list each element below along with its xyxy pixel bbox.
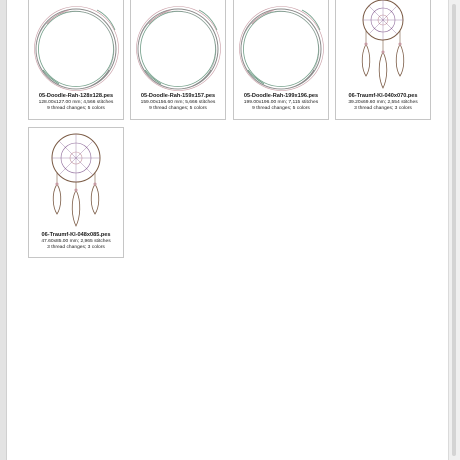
file-dimensions: 128.00x127.00 mm; 4,566 stitches [38, 100, 114, 105]
file-tile[interactable] [28, 127, 124, 258]
dreamcatcher-icon [29, 128, 123, 228]
vertical-scrollbar[interactable] [448, 0, 460, 460]
scrollbar-thumb[interactable] [452, 4, 456, 456]
file-dimensions: 47.60x85.00 mm; 2,965 stitches [41, 239, 111, 244]
file-dimensions: 39.20x69.60 mm; 2,554 stitches [348, 100, 418, 105]
file-tile[interactable] [28, 0, 124, 120]
circle-frame-icon [131, 0, 225, 94]
file-name: 05-Doodle-Rah-199x196.pes [243, 93, 319, 99]
file-name: 05-Doodle-Rah-159x157.pes [140, 93, 216, 99]
file-tile[interactable] [335, 0, 431, 120]
file-name: 05-Doodle-Rah-128x128.pes [38, 93, 114, 99]
file-name: 06-Traumf-Kl-048x085.pes [41, 232, 111, 238]
file-threads: 3 thread changes; 3 colors [354, 106, 412, 111]
thumbnail-grid [7, 0, 448, 460]
circle-frame-icon [234, 0, 328, 94]
file-threads: 9 thread changes; 5 colors [252, 106, 310, 111]
file-threads: 9 thread changes; 5 colors [47, 106, 105, 111]
window-left-edge [0, 0, 7, 460]
file-caption [234, 93, 328, 112]
file-caption [336, 93, 430, 112]
file-dimensions: 159.00x156.60 mm; 5,666 stitches [140, 100, 216, 105]
file-caption [29, 93, 123, 112]
file-caption [131, 93, 225, 112]
file-tile[interactable] [130, 0, 226, 120]
file-tile[interactable] [233, 0, 329, 120]
file-caption [29, 232, 123, 251]
file-threads: 3 thread changes; 3 colors [47, 245, 105, 250]
circle-frame-icon [29, 0, 123, 94]
file-dimensions: 199.00x196.00 mm; 7,115 stitches [243, 100, 319, 105]
file-threads: 9 thread changes; 5 colors [149, 106, 207, 111]
dreamcatcher-icon [336, 0, 430, 94]
file-name: 06-Traumf-Kl-040x070.pes [348, 93, 418, 99]
